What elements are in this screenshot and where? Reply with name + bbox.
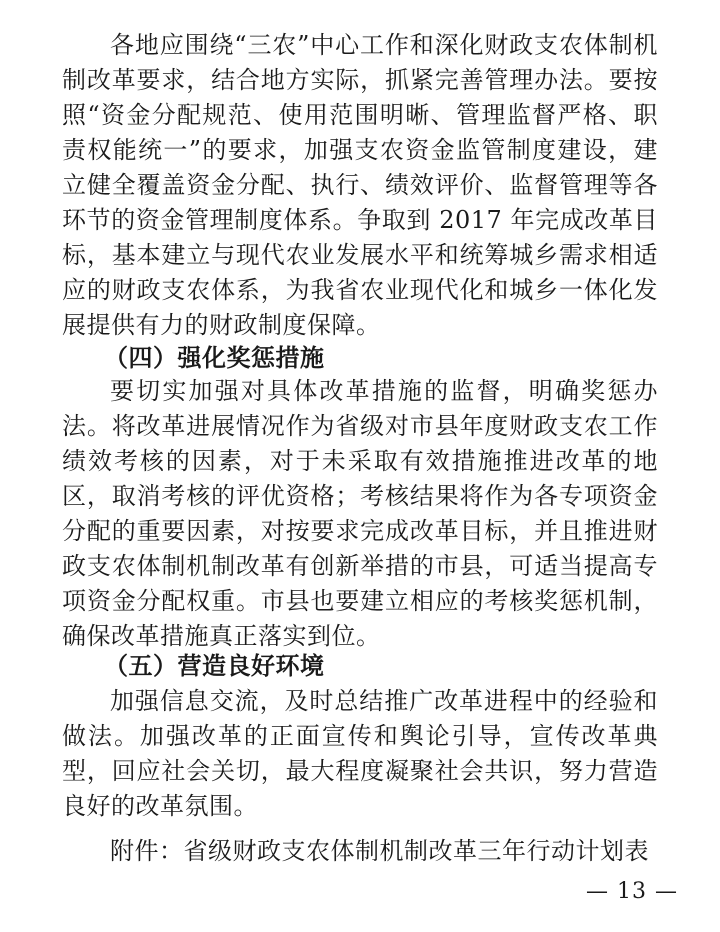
page-number: — 13 —: [586, 879, 678, 904]
attachment-line: 附件：省级财政支农体制机制改革三年行动计划表: [110, 837, 649, 865]
section-heading-four: （四）强化奖惩措施: [104, 343, 325, 372]
paragraph-reward-punishment: 要切实加强对具体改革措施的监督，明确奖惩办法。将改革进展情况作为省级对市县年度财政支农工作绩效考核的因素，对于未采取有效措施推进改革的地区，取消考核的评优资格；考核结果将作为各专项资金分配的重要因素，对按要求完成改革目标，并且推进财政支农体制机制改革有创新举措的市县，可适当提高专项资金分配权重。市县也要建立相应的考核奖惩机制，确保改革措施真正落实到位。: [62, 377, 658, 650]
paragraph-fund-management: 各地应围绕“三农”中心工作和深化财政支农体制机制改革要求，结合地方实际，抓紧完善管理办法。要按照“资金分配规范、使用范围明晰、管理监督严格、职责权能统一”的要求，加强支农资金监管制度建设，建立健全覆盖资金分配、执行、绩效评价、监督管理等各环节的资金管理制度体系。争取到 2017 年完成改革目标，基本建立与现代农业发展水平和统筹城乡需求相适应的财政支农体系，为我省农业现代化和城乡一体化发展提供有力的财政制度保障。: [62, 31, 658, 339]
paragraph-environment: 加强信息交流，及时总结推广改革进程中的经验和做法。加强改革的正面宣传和舆论引导，宣传改革典型，回应社会关切，最大程度凝聚社会共识，努力营造良好的改革氛围。: [62, 687, 658, 820]
section-heading-five: （五）营造良好环境: [104, 651, 325, 680]
